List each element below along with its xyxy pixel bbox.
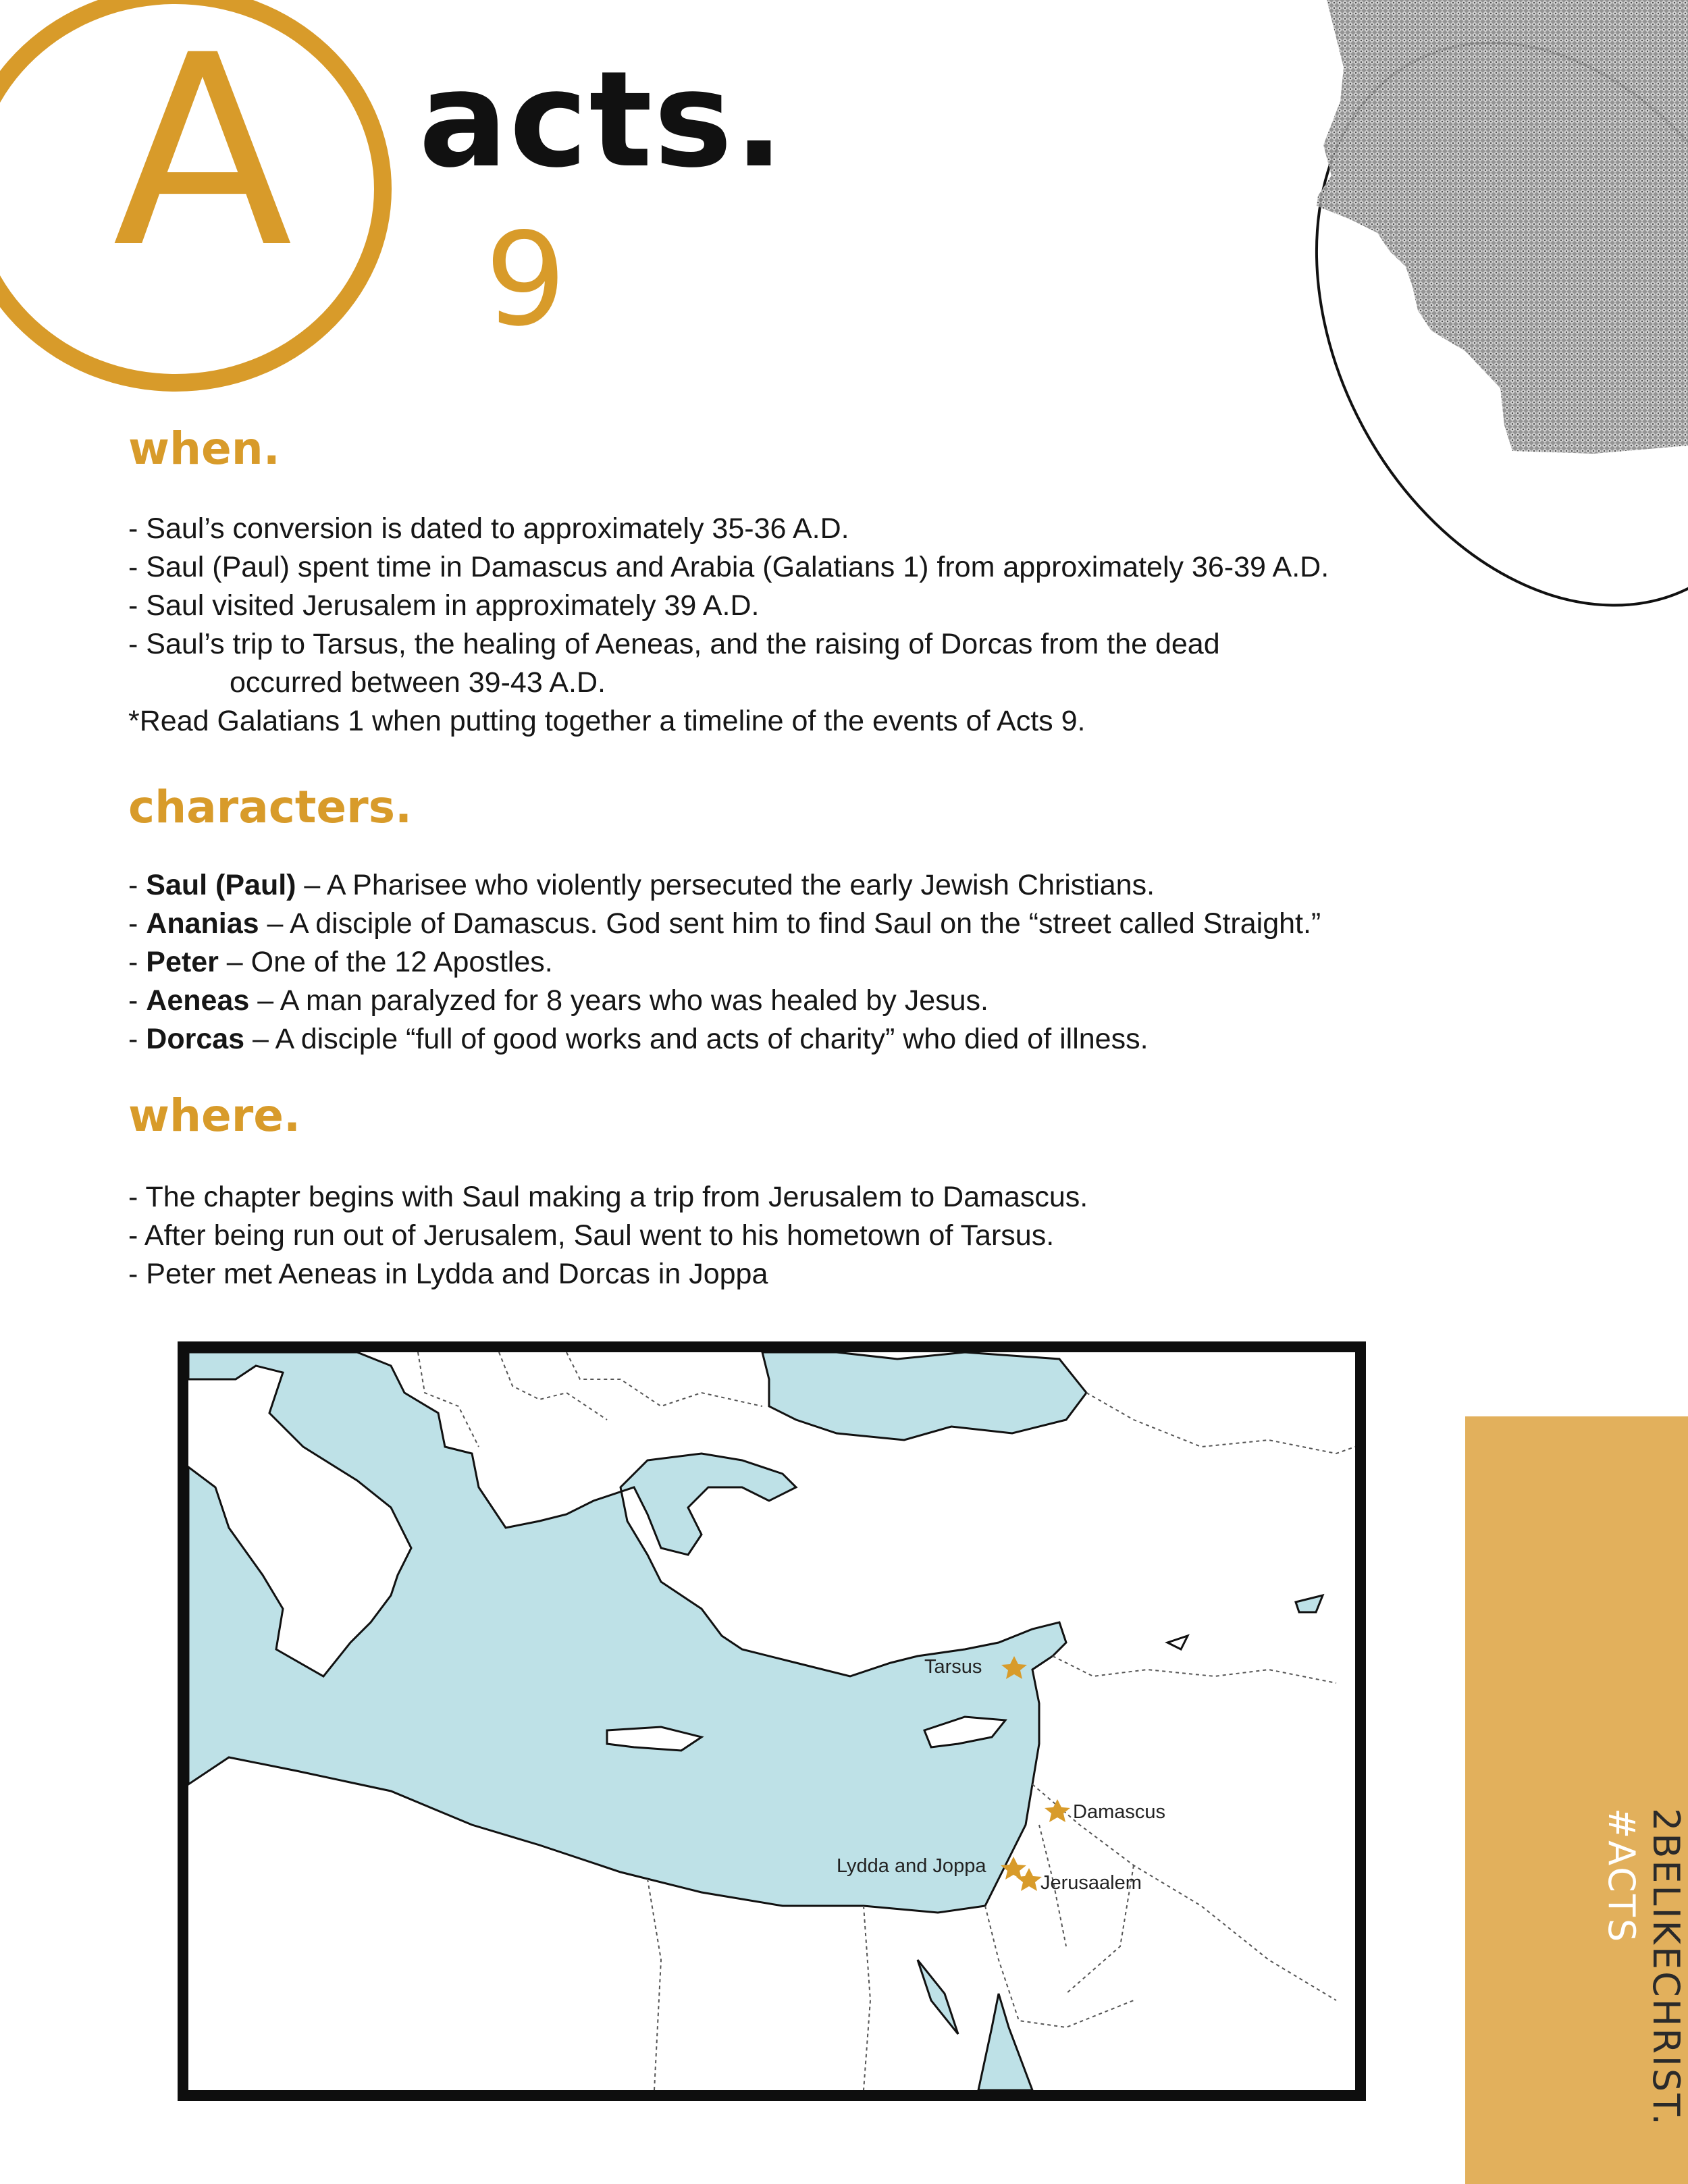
character-name: Aeneas xyxy=(146,984,250,1017)
hashtag-acts: #ACTS xyxy=(1600,1808,1643,1944)
map xyxy=(188,1352,1355,2090)
character-name: Saul (Paul) xyxy=(146,869,296,901)
character-item: - Aeneas – A man paralyzed for 8 years who was healed by Jesus. xyxy=(128,984,988,1017)
when-list xyxy=(128,510,1329,741)
character-name: Ananias xyxy=(146,907,259,940)
character-desc: – A disciple of Damascus. God sent him to find Saul on the “street called Straight.” xyxy=(259,907,1321,940)
character-item: - Ananias – A disciple of Damascus. God sent him to find Saul on the “street called Straight.” xyxy=(128,907,1321,940)
when-line: - Saul’s trip to Tarsus, the healing of Aeneas, and the raising of Dorcas from the dead xyxy=(128,628,1220,660)
character-name: Dorcas xyxy=(146,1023,245,1055)
damascus-label: Damascus xyxy=(1073,1801,1165,1823)
when-line: occurred between 39-43 A.D. xyxy=(230,666,606,699)
characters-list xyxy=(128,866,1321,1059)
character-item: - Dorcas – A disciple “full of good works and acts of charity” who died of illness. xyxy=(128,1023,1149,1055)
tarsus-label: Tarsus xyxy=(924,1656,982,1678)
jerusalem-label: Jerusaalem xyxy=(1040,1872,1142,1894)
when-line: - Saul visited Jerusalem in approximately 39 A.D. xyxy=(128,589,760,622)
map-frame xyxy=(178,1341,1366,2101)
character-desc: – A disciple “full of good works and acts of charity” who died of illness. xyxy=(244,1023,1149,1055)
statue-head-shape xyxy=(1317,0,1688,454)
character-desc: – A Pharisee who violently persecuted the early Jewish Christians. xyxy=(296,869,1155,901)
where-heading: where. xyxy=(128,1090,301,1142)
character-desc: – One of the 12 Apostles. xyxy=(218,946,553,978)
logo-letter: A xyxy=(112,0,293,305)
chapter-number: 9 xyxy=(485,205,566,354)
character-item: - Peter – One of the 12 Apostles. xyxy=(128,946,553,978)
where-line: - After being run out of Jerusalem, Saul went to his hometown of Tarsus. xyxy=(128,1219,1055,1252)
when-note: *Read Galatians 1 when putting together a timeline of the events of Acts 9. xyxy=(128,705,1086,737)
character-item: - Saul (Paul) – A Pharisee who violently persecuted the early Jewish Christians. xyxy=(128,869,1155,901)
lydda-label: Lydda and Joppa xyxy=(837,1855,986,1877)
character-name: Peter xyxy=(146,946,219,978)
sidebar-hashtags xyxy=(1465,1416,1688,2184)
where-line: - Peter met Aeneas in Lydda and Dorcas in Joppa xyxy=(128,1258,768,1290)
page-title: acts. xyxy=(419,43,786,197)
where-line: - The chapter begins with Saul making a trip from Jerusalem to Damascus. xyxy=(128,1181,1088,1213)
character-desc: – A man paralyzed for 8 years who was healed by Jesus. xyxy=(249,984,988,1017)
characters-heading: characters. xyxy=(128,781,413,833)
when-line: - Saul (Paul) spent time in Damascus and Arabia (Galatians 1) from approximately 36-39 A.D. xyxy=(128,551,1329,583)
where-list xyxy=(128,1178,1088,1294)
hashtag-brand: 2BELIKECHRIST. xyxy=(1645,1808,1687,2127)
when-line: - Saul’s conversion is dated to approximately 35-36 A.D. xyxy=(128,512,849,545)
when-heading: when. xyxy=(128,423,280,475)
